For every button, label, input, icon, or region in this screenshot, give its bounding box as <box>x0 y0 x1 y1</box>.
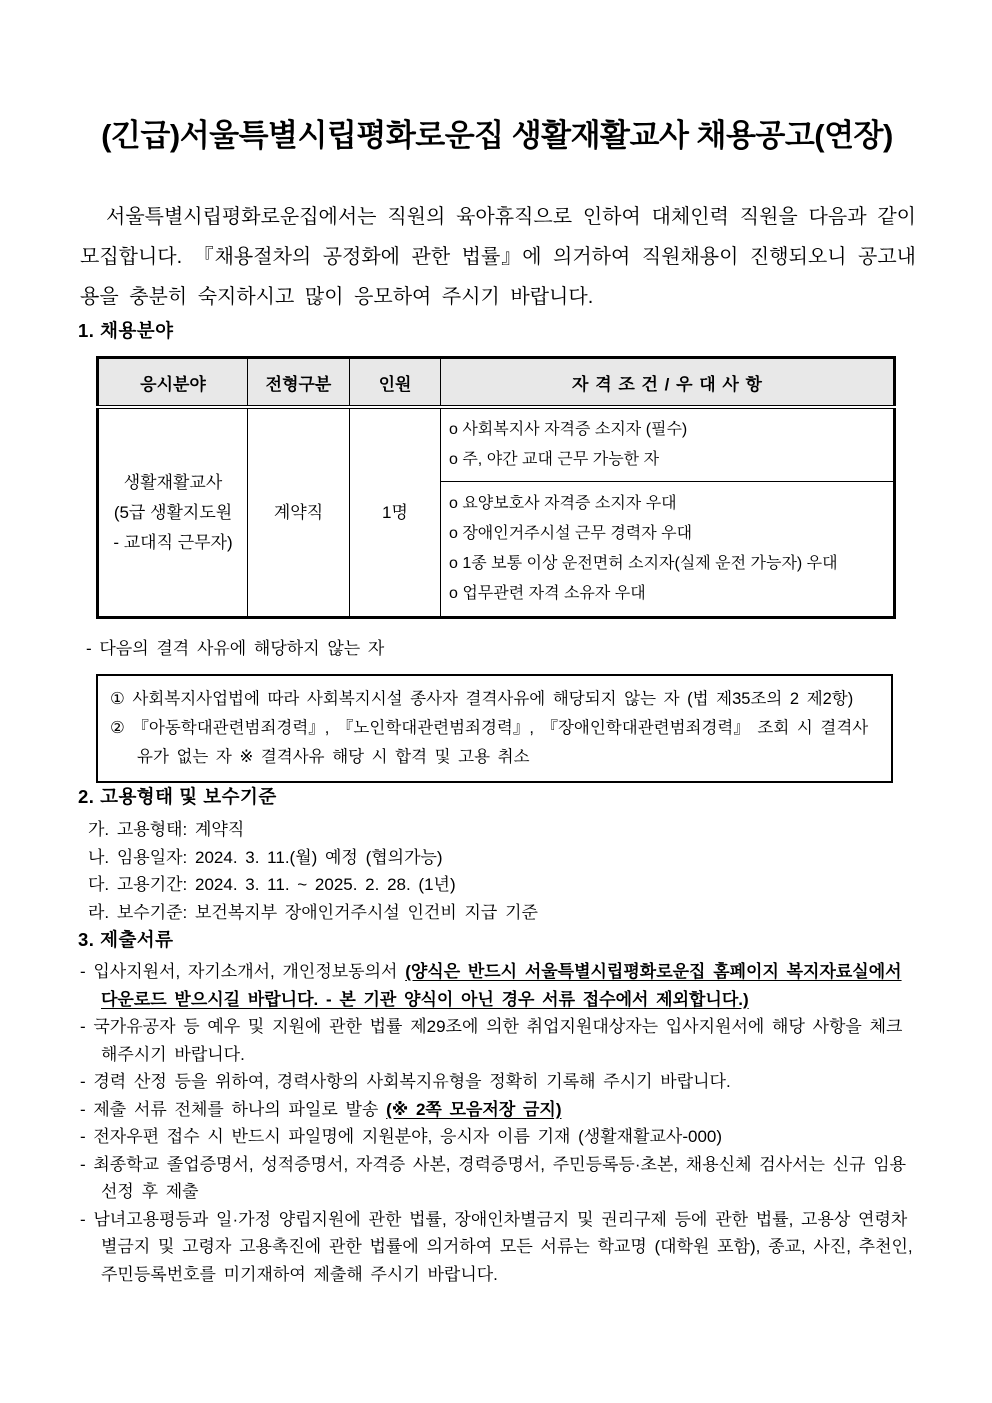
submission-item <box>80 1096 918 1124</box>
field-line: (5급 생활지도원 <box>113 502 233 522</box>
disqualification-box <box>96 674 893 783</box>
qualification-item: o 요양보호사 자격증 소지자 우대 <box>449 495 677 512</box>
employment-term-item: 가. 고용형태: 계약직 <box>88 820 245 839</box>
text-segment: (※ 2쪽 모음저장 금지) <box>386 1099 562 1119</box>
submission-item <box>80 1068 918 1096</box>
employment-terms-list <box>88 816 916 926</box>
column-header-qualifications: 자 격 조 건 / 우 대 사 항 <box>441 358 895 408</box>
submission-item <box>80 958 918 1013</box>
cell-application-field <box>98 407 248 618</box>
submission-item <box>80 1013 918 1068</box>
employment-term-item: 나. 임용일자: 2024. 3. 11.(월) 예정 (협의가능) <box>88 847 443 867</box>
cell-preferred-qualifications <box>441 482 895 618</box>
text-segment: (양식은 반드시 서울특별시립평화로운집 홈페이지 복지자료실에서 다운로드 받으시길 바랍니다. - 본 기관 양식이 아닌 경우 서류 접수에서 제외합니다.) <box>101 962 902 1009</box>
column-header-headcount: 인원 <box>350 358 441 408</box>
qualification-item: o 장애인거주시설 근무 경력자 우대 <box>449 525 693 542</box>
section-heading-recruitment-field: 1. 채용분야 <box>78 320 174 341</box>
qualification-item: o 1종 보통 이상 운전면허 소지자(실제 운전 가능자) 우대 <box>449 555 838 572</box>
text-segment: - 입사지원서, 자기소개서, 개인정보동의서 <box>80 962 406 981</box>
field-line: - 교대직 근무자) <box>113 532 233 552</box>
qualification-item: o 업무관련 자격 소유자 우대 <box>449 585 646 602</box>
text-segment: - 전자우편 접수 시 반드시 파일명에 지원분야, 응시자 이름 기재 (생활재활교사-000) <box>80 1127 723 1146</box>
recruitment-table <box>96 356 896 619</box>
table-header-row <box>98 358 895 408</box>
column-header-application-field: 응시분야 <box>98 358 248 408</box>
cell-selection-type: 계약직 <box>248 407 350 618</box>
field-line: 생활재활교사 <box>123 472 223 492</box>
required-documents-list <box>80 958 918 1288</box>
intro-paragraph: 서울특별시립평화로운집에서는 직원의 육아휴직으로 인하여 대체인력 직원을 다음과 같이 모집합니다. 『채용절차의 공정화에 관한 법률』에 의거하여 직원채용이 진행되오니 공고내용을 충분히 숙지하시고 많이 응모하여 주시기 바랍니다. <box>80 206 916 308</box>
text-segment: - 경력 산정 등을 위하여, 경력사항의 사회복지유형을 정확히 기록해 주시기 바랍니다. <box>80 1072 731 1091</box>
submission-item <box>80 1123 918 1151</box>
cell-headcount: 1명 <box>350 407 441 618</box>
submission-item <box>80 1151 918 1206</box>
section-heading-employment-terms: 2. 고용형태 및 보수기준 <box>78 786 277 807</box>
column-header-selection-type: 전형구분 <box>248 358 350 408</box>
section-heading-required-documents: 3. 제출서류 <box>78 929 174 950</box>
submission-item <box>80 1206 918 1289</box>
text-segment: - 제출 서류 전체를 하나의 파일로 발송 <box>80 1099 387 1119</box>
table-row <box>98 407 895 482</box>
employment-term-item: 라. 보수기준: 보건복지부 장애인거주시설 인건비 지급 기준 <box>88 902 538 922</box>
text-segment: - 남녀고용평등과 일·가정 양립지원에 관한 법률, 장애인차별금지 및 권리구제 등에 관한 법률, 고용상 연령차별금지 및 고령자 고용촉진에 관한 법률에 의거하여 모든 서류는 학교명 (대학원 포함), 종교, 사진, 추천인, 주민등록번호를 미기재하여 제출해 주시기 바랍니다. <box>80 1209 913 1284</box>
page-title: (긴급)서울특별시립평화로운집 생활재활교사 채용공고(연장) <box>101 118 893 153</box>
disqualification-item: ② 『아동학대관련범죄경력』, 『노인학대관련범죄경력』, 『장애인학대관련범죄경력』 조회 시 결격사유가 없는 자 ※ 결격사유 해당 시 합격 및 고용 취소 <box>110 719 869 766</box>
disqualification-item: ① 사회복지사업법에 따라 사회복지시설 종사자 결격사유에 해당되지 않는 자 (법 제35조의 2 제2항) <box>110 690 854 708</box>
qualification-item: o 주, 야간 교대 근무 가능한 자 <box>449 451 660 468</box>
text-segment: - 국가유공자 등 예우 및 지원에 관한 법률 제29조에 의한 취업지원대상자는 입사지원서에 해당 사항을 체크해주시기 바랍니다. <box>80 1017 903 1064</box>
text-segment: - 최종학교 졸업증명서, 성적증명서, 자격증 사본, 경력증명서, 주민등록등·초본, 채용신체 검사서는 신규 임용 선정 후 제출 <box>80 1154 907 1201</box>
qualification-item: o 사회복지사 자격증 소지자 (필수) <box>449 421 688 438</box>
cell-required-qualifications <box>441 407 895 482</box>
employment-term-item: 다. 고용기간: 2024. 3. 11. ~ 2025. 2. 28. (1년) <box>88 875 456 894</box>
disqualification-note: - 다음의 결격 사유에 해당하지 않는 자 <box>86 639 385 658</box>
